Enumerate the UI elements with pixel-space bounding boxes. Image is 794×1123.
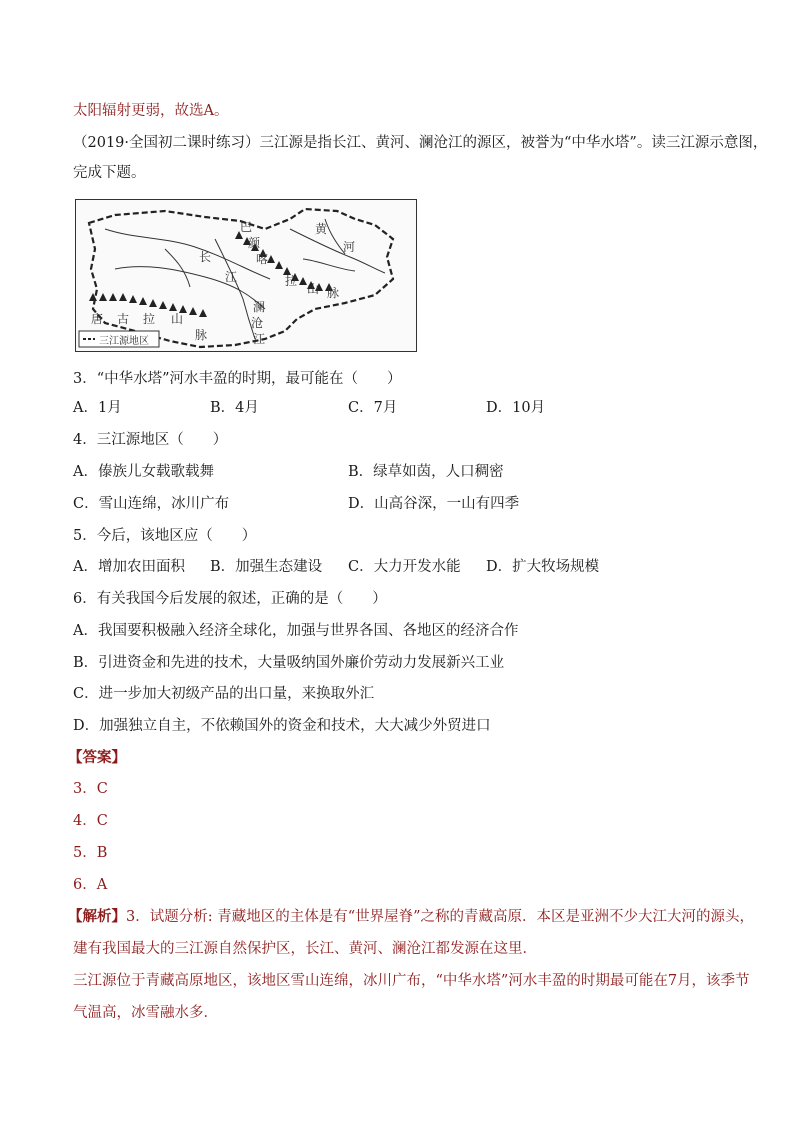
intro-conclusion: 太阳辐射更弱，故选A。 <box>73 103 229 119</box>
map-label-chang: 长 <box>199 250 212 264</box>
map-label-tang: 唐 <box>91 312 104 326</box>
map-label-jiang: 江 <box>225 270 238 284</box>
map-label-mai: 脉 <box>327 286 340 300</box>
q3-stem: 3．“中华水塔”河水丰盈的时期，最可能在（ ） <box>73 371 402 387</box>
q4-option-d: D．山高谷深，一山有四季 <box>348 496 520 512</box>
analysis-line-2: 建有我国最大的三江源自然保护区，长江、黄河、澜沧江都发源在这里． <box>73 941 537 957</box>
q6-stem: 6．有关我国今后发展的叙述，正确的是（ ） <box>73 591 387 607</box>
question-intro-continued: 完成下题。 <box>73 165 146 181</box>
map-label-la: 拉 <box>285 274 298 288</box>
map-label-ba: 巴 <box>240 220 253 234</box>
answer-6: 6．A <box>73 877 108 893</box>
q3-option-a: A．1月 <box>73 400 122 416</box>
map-label-jiang-2: 江 <box>253 332 266 346</box>
q4-stem: 4．三江源地区（ ） <box>73 432 228 448</box>
analysis-line-3: 三江源位于青藏高原地区，该地区雪山连绵，冰川广布，“中华水塔”河水丰盈的时期最可能在7月，该季节 <box>73 973 750 989</box>
map-label-ka: 喀 <box>256 252 269 266</box>
question-intro: （2019·全国初二课时练习）三江源是指长江、黄河、澜沧江的源区，被誉为“中华水塔”。读三江源示意图， <box>73 135 768 151</box>
q6-option-b: B．引进资金和先进的技术，大量吸纳国外廉价劳动力发展新兴工业 <box>73 655 505 671</box>
map-label-yan: 颜 <box>248 236 261 250</box>
map-label-shan-2: 山 <box>171 312 184 326</box>
analysis-text-1: 3．试题分析: 青藏地区的主体是有“世界屋脊”之称的青藏高原．本区是亚洲不少大江大河的源头， <box>126 909 755 925</box>
map-label-mai-2: 脉 <box>195 328 208 342</box>
q6-option-d: D．加强独立自主，不依赖国外的资金和技术，大大减少外贸进口 <box>73 718 491 734</box>
answer-5: 5．B <box>73 845 108 861</box>
q5-option-d: D．扩大牧场规模 <box>486 559 600 575</box>
map-illustration <box>75 199 417 352</box>
map-label-cang: 沧 <box>251 316 264 330</box>
map-label-gu: 古 <box>117 312 130 326</box>
map-label-lan: 澜 <box>253 300 266 314</box>
q4-option-a: A．傣族儿女载歌载舞 <box>73 464 214 480</box>
sanjiangyuan-map <box>75 199 417 352</box>
q3-option-b: B．4月 <box>210 400 259 416</box>
analysis-heading: 【解析】 <box>68 908 126 925</box>
map-label-la-2: 拉 <box>143 312 156 326</box>
q3-option-d: D．10月 <box>486 400 546 416</box>
q5-stem: 5．今后，该地区应（ ） <box>73 528 257 544</box>
map-legend-label: 三江源地区 <box>99 336 149 347</box>
q5-option-b: B．加强生态建设 <box>210 559 323 575</box>
map-label-he: 河 <box>343 240 356 254</box>
map-label-huang: 黄 <box>315 222 328 236</box>
map-label-shan: 山 <box>307 282 320 296</box>
answer-4: 4．C <box>73 813 108 829</box>
q6-option-c: C．进一步加大初级产品的出口量，来换取外汇 <box>73 686 375 702</box>
q3-option-c: C．7月 <box>348 400 398 416</box>
analysis-line-4: 气温高，冰雪融水多． <box>73 1005 218 1021</box>
q6-option-a: A．我国要积极融入经济全球化，加强与世界各国、各地区的经济合作 <box>73 623 519 639</box>
answer-3: 3．C <box>73 781 108 797</box>
q4-option-c: C．雪山连绵，冰川广布 <box>73 496 230 512</box>
answer-heading: 【答案】 <box>68 749 126 766</box>
q5-option-c: C．大力开发水能 <box>348 559 461 575</box>
q5-option-a: A．增加农田面积 <box>73 559 185 575</box>
analysis-line-1 <box>68 907 754 927</box>
q4-option-b: B．绿草如茵，人口稠密 <box>348 464 504 480</box>
